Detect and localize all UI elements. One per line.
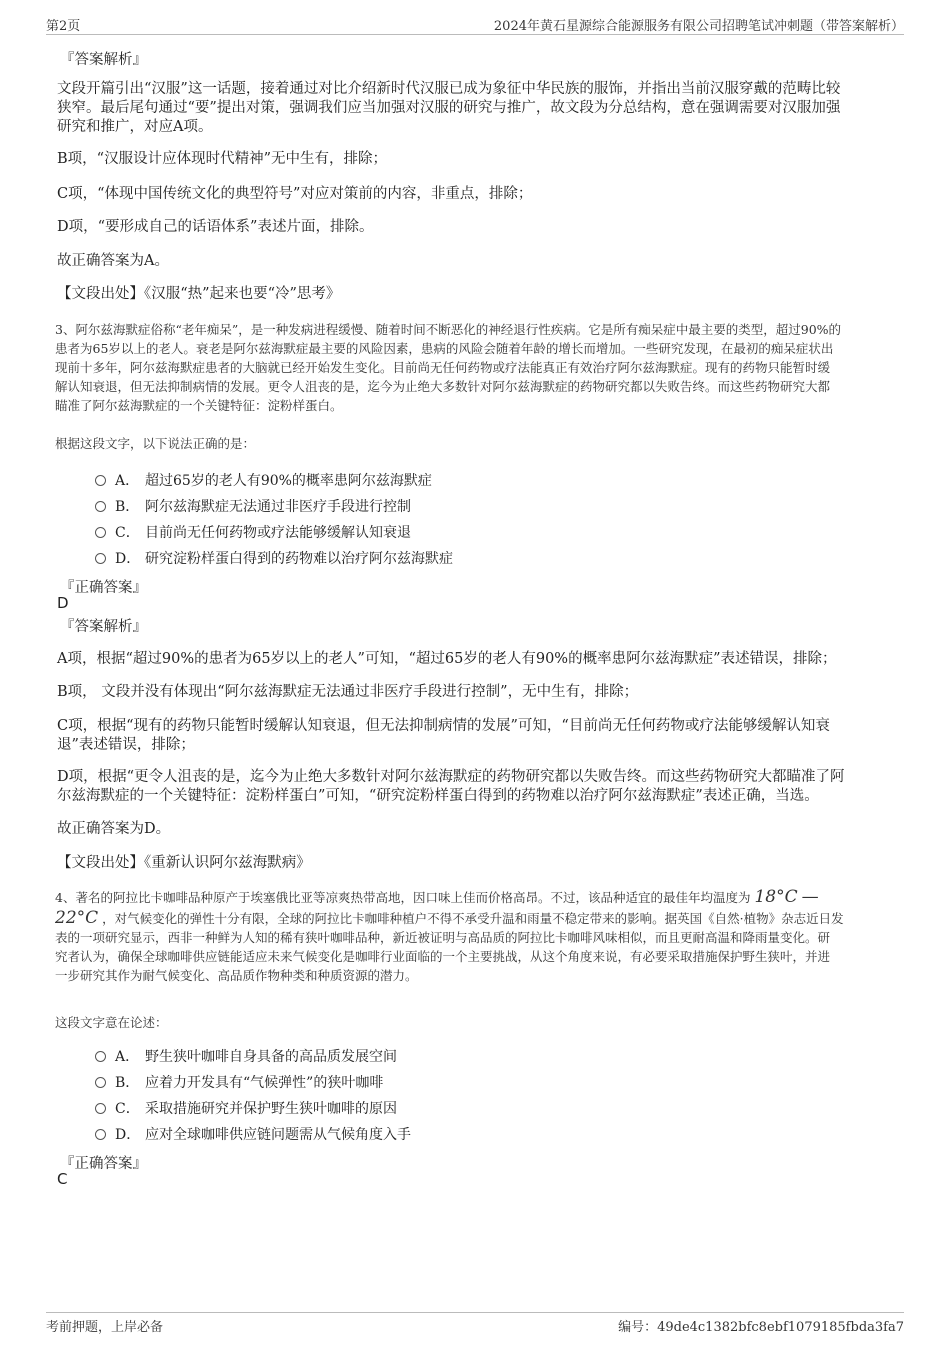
- q3-analysis-label: 『答案解析』: [60, 619, 147, 635]
- radio-icon[interactable]: [95, 475, 106, 486]
- q2-option-c-analysis: C项，“体现中国传统文化的典型符号”对应对策前的内容，非重点，排除；: [57, 186, 533, 202]
- radio-icon[interactable]: [95, 501, 106, 512]
- q3-option-c[interactable]: C． 目前尚无任何药物或疗法能够缓解认知衰退: [95, 522, 411, 542]
- radio-icon[interactable]: [95, 1051, 106, 1062]
- text-line: 患者为65岁以上的老人。衰老是阿尔兹海默症最主要的风险因素，患病的风险会随着年龄的增长而增加。一些研究发现，在最初的痴呆症状出: [55, 341, 834, 356]
- q4-option-c[interactable]: C． 采取措施研究并保护野生狭叶咖啡的原因: [95, 1098, 397, 1118]
- q2-source: 【文段出处】《汉服“热”起来也要“冷”思考》: [57, 286, 341, 302]
- text-line: 文段开篇引出“汉服”这一话题，接着通过对比介绍新时代汉服已成为象征中华民族的服饰，并指出当前汉服穿戴的范畴比较: [57, 81, 841, 97]
- q3-option-d[interactable]: D． 研究淀粉样蛋白得到的药物难以治疗阿尔兹海默症: [95, 548, 453, 568]
- q4-prompt: 这段文字意在论述：: [55, 1015, 168, 1030]
- q2-conclusion: 故正确答案为A。: [57, 253, 169, 269]
- footer-slogan: 考前押题，上岸必备: [46, 1320, 164, 1335]
- q3-option-b[interactable]: B． 阿尔兹海默症无法通过非医疗手段进行控制: [95, 496, 411, 516]
- q3-prompt: 根据这段文字，以下说法正确的是：: [55, 436, 256, 451]
- q3-answer-label: 『正确答案』: [60, 580, 147, 596]
- q4-option-a[interactable]: A． 野生狭叶咖啡自身具备的高品质发展空间: [95, 1046, 397, 1066]
- radio-icon[interactable]: [95, 1103, 106, 1114]
- text-line: 瞄准了阿尔兹海默症的一个关键特征：淀粉样蛋白。: [55, 398, 343, 413]
- q3-option-b-analysis: B项， 文段并没有体现出“阿尔兹海默症无法通过非医疗手段进行控制”，无中生有，排除；: [57, 684, 639, 700]
- q2-option-b-analysis: B项，“汉服设计应体现时代精神”无中生有，排除；: [57, 151, 387, 167]
- temperature-high: 22°C: [55, 908, 99, 928]
- text-line: 究者认为，确保全球咖啡供应链能适应未来气候变化是咖啡行业面临的一个主要挑战，从这个角度来说，有必要采取措施保护野生狭叶，并进: [55, 949, 831, 964]
- q4-option-b[interactable]: B． 应着力开发具有“气候弹性”的狭叶咖啡: [95, 1072, 383, 1092]
- text-line: C项，根据“现有的药物只能暂时缓解认知衰退，但无法抑制病情的发展”可知，“目前尚无任何药物或疗法能够缓解认知衰: [57, 718, 830, 734]
- text-line: 退”表述错误，排除；: [57, 737, 195, 753]
- q3-option-a-analysis: A项，根据“超过90%的患者为65岁以上的老人”可知，“超过65岁的老人有90%的概率患阿尔兹海默症”表述错误，排除；: [57, 651, 837, 667]
- temperature-dash: —: [801, 887, 819, 907]
- q3-source: 【文段出处】《重新认识阿尔兹海默病》: [57, 855, 311, 871]
- text-line: 尔兹海默症的一个关键特征：淀粉样蛋白”可知，“研究淀粉样蛋白得到的药物难以治疗阿尔兹海默症”表述正确，当选。: [57, 788, 819, 804]
- radio-icon[interactable]: [95, 1129, 106, 1140]
- q4-stem: [55, 888, 900, 985]
- text-line: 表的一项研究显示，西非一种鲜为人知的稀有狭叶咖啡品种，新近被证明与高品质的阿拉比卡咖啡风味相似，而且更耐高温和降雨量变化。研: [55, 930, 831, 945]
- text-line: D项，根据“更令人沮丧的是，迄今为止绝大多数针对阿尔兹海默症的药物研究都以失败告终。而这些药物研究大都瞄准了阿: [57, 769, 845, 785]
- page-header: [46, 14, 904, 35]
- text-line: 一步研究其作为耐气候变化、高品质作物种类和种质资源的潜力。: [55, 968, 418, 983]
- page-number: 第2页: [46, 19, 81, 34]
- q4-answer-label: 『正确答案』: [60, 1156, 147, 1172]
- page-footer: [46, 1312, 904, 1335]
- q4-option-d[interactable]: D． 应对全球咖啡供应链问题需从气候角度入手: [95, 1124, 411, 1144]
- q2-option-d-analysis: D项，“要形成自己的话语体系”表述片面，排除。: [57, 219, 374, 235]
- document-title: 2024年黄石星源综合能源服务有限公司招聘笔试冲刺题（带答案解析）: [493, 19, 904, 34]
- radio-icon[interactable]: [95, 1077, 106, 1088]
- text-line: 4、著名的阿拉比卡咖啡品种原产于埃塞俄比亚等凉爽热带高地，因口味上佳而价格高昂。不过，该品种适宜的最佳年均温度为 18°C —: [55, 887, 819, 907]
- text-line: 解认知衰退，但无法抑制病情的发展。更令人沮丧的是，迄今为止绝大多数针对阿尔兹海默症的药物研究都以失败告终。而这些药物研究大都: [55, 379, 831, 394]
- q2-analysis-text: [57, 80, 897, 137]
- q3-stem: [55, 320, 900, 415]
- q3-conclusion: 故正确答案为D。: [57, 821, 171, 837]
- text-line: 22°C ，对气候变化的弹性十分有限，全球的阿拉比卡咖啡种植户不得不承受升温和雨量不稳定带来的影响。据英国《自然·植物》杂志近日发: [55, 908, 844, 928]
- text-line: 狭窄。最后尾句通过“要”提出对策，强调我们应当加强对汉服的研究与推广，故文段为分总结构，意在强调需要对汉服加强: [57, 100, 841, 116]
- q3-option-d-analysis: [57, 768, 897, 806]
- q2-analysis-label: 『答案解析』: [60, 52, 147, 68]
- radio-icon[interactable]: [95, 553, 106, 564]
- q3-option-a[interactable]: A． 超过65岁的老人有90%的概率患阿尔兹海默症: [95, 470, 432, 490]
- q3-option-c-analysis: [57, 717, 897, 755]
- q4-answer: C: [57, 1170, 68, 1188]
- q3-answer: D: [57, 594, 69, 612]
- temperature-low: 18°C: [754, 887, 798, 907]
- radio-icon[interactable]: [95, 527, 106, 538]
- text-line: 研究和推广，对应A项。: [57, 119, 213, 135]
- text-line: 3、阿尔兹海默症俗称“老年痴呆”，是一种发病进程缓慢、随着时间不断恶化的神经退行性疾病。它是所有痴呆症中最主要的类型，超过90%的: [55, 322, 842, 337]
- text-line: 现前十多年，阿尔兹海默症患者的大脑就已经开始发生变化。目前尚无任何药物或疗法能真正有效治疗阿尔兹海默症。现有的药物只能暂时缓: [55, 360, 831, 375]
- document-id: 编号：49de4c1382bfc8ebf1079185fbda3fa7: [618, 1320, 904, 1335]
